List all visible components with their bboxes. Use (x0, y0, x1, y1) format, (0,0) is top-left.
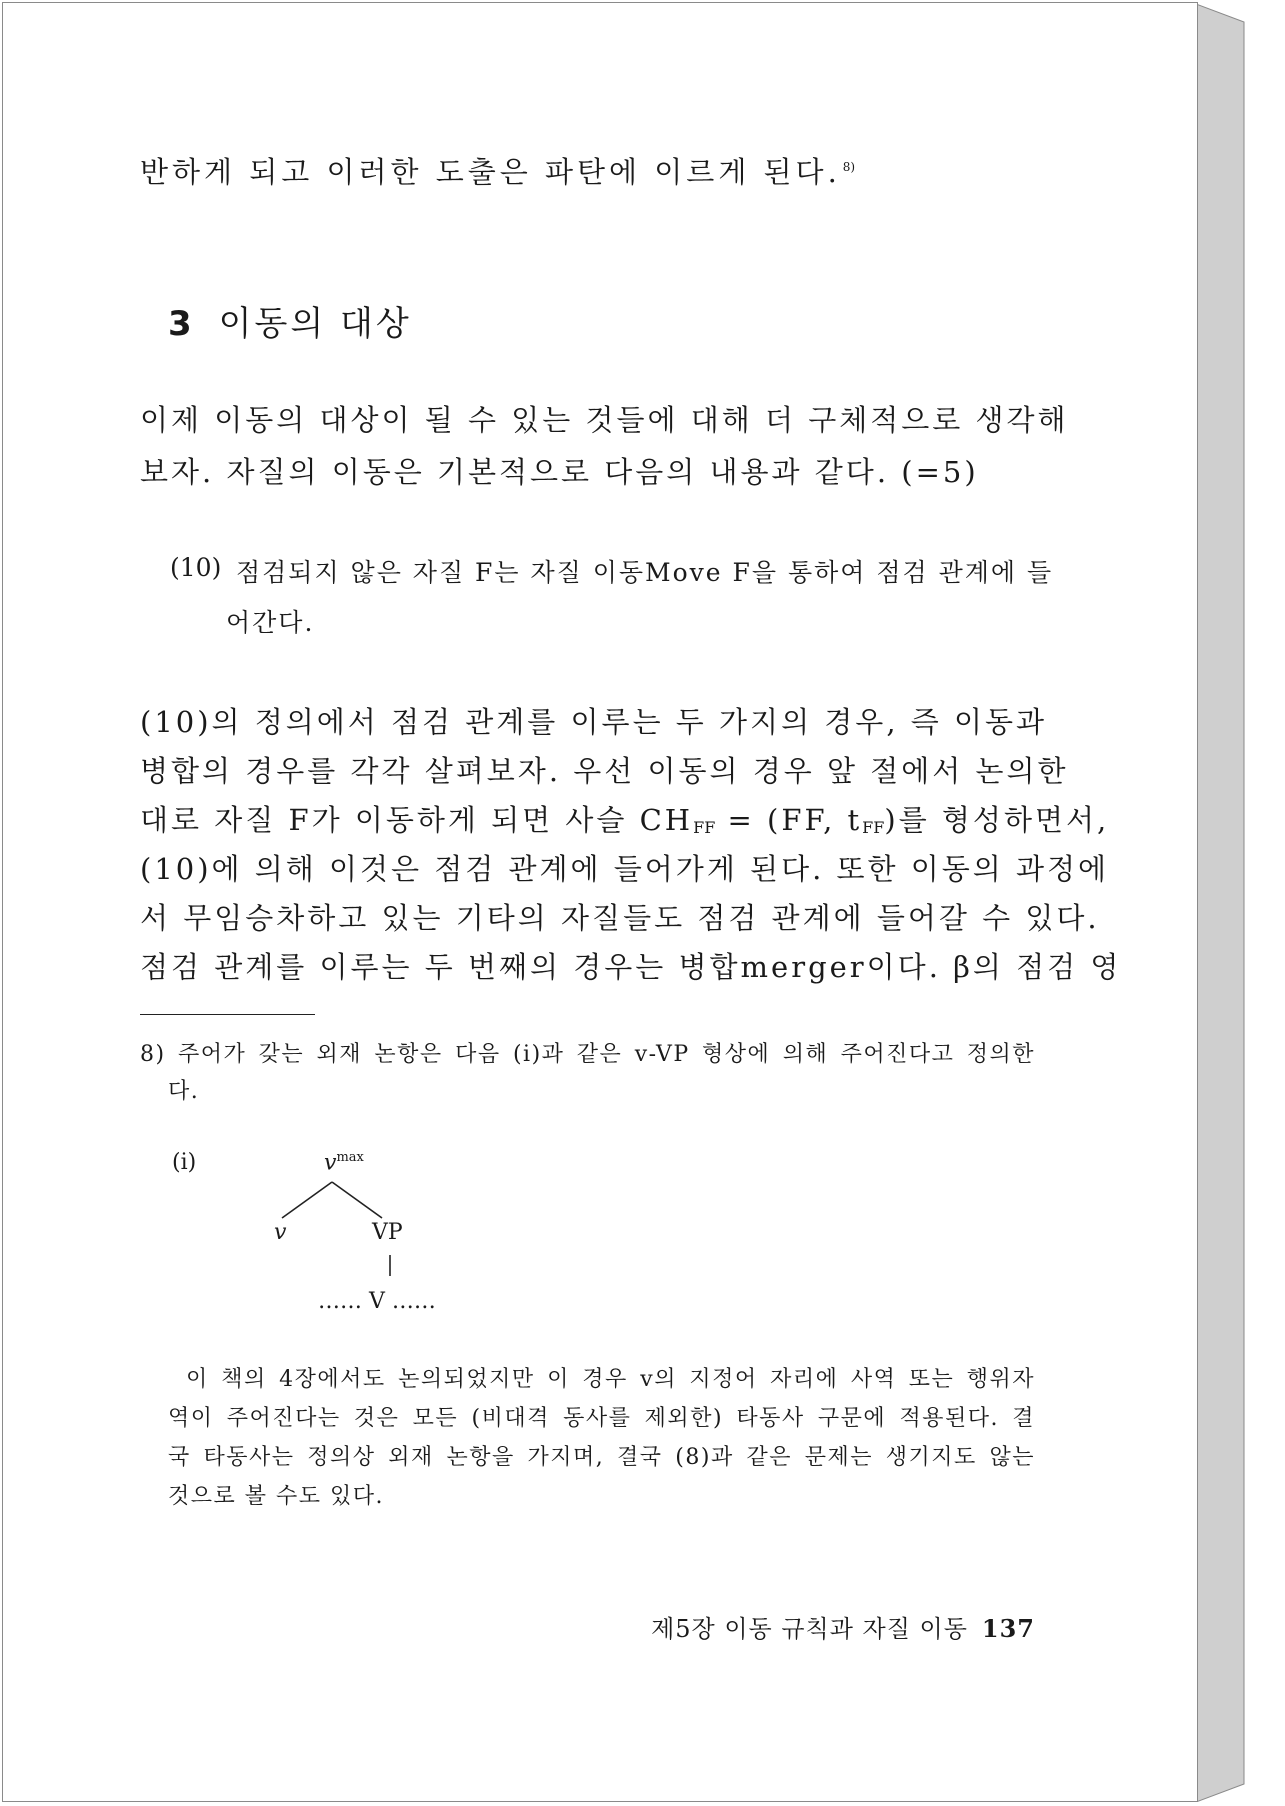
footnote-after-line-2: 역이 주어진다는 것은 모든 (비대격 동사를 제외한) 타동사 구문에 적용된다. 결 (168, 1406, 1035, 1431)
para-line-5: 서 무임승차하고 있는 기타의 자질들도 점검 관계에 들어갈 수 있다. (140, 901, 1100, 935)
para-line-3: 대로 자질 F가 이동하게 되면 사슬 CHFF = (FF, tFF)를 형성하면서, (140, 803, 1110, 837)
footnote-line-1: 8) 주어가 갖는 외재 논항은 다음 (i)과 같은 v-VP 형상에 의해 주어진다고 정의한 (140, 1042, 1035, 1067)
section-number: 3 (168, 304, 195, 344)
tree-root-node: $v^{max}$ (324, 1150, 364, 1176)
para-line-1: (10)의 정의에서 점검 관계를 이루는 두 가지의 경우, 즉 이동과 (140, 705, 1048, 739)
footnote-after-line-3: 국 타동사는 정의상 외재 논항을 가지며, 결국 (8)과 같은 문제는 생기지도 않는 (168, 1445, 1035, 1470)
footnote-number: 8) (140, 1042, 166, 1067)
intro-line-2: 보자. 자질의 이동은 기본적으로 다음의 내용과 같다. (=5) (140, 455, 979, 489)
section-title: 이동의 대상 (218, 304, 412, 344)
footnote-ref[interactable]: 8) (842, 160, 856, 175)
footnote-rule (140, 1014, 315, 1015)
page-number: 137 (981, 1614, 1035, 1643)
page-thickness-edge (1196, 4, 1264, 1802)
para-line-4: (10)에 의해 이것은 점검 관계에 들어가게 된다. 또한 이동의 과정에 (140, 852, 1110, 886)
example-line-1: 점검되지 않은 자질 F는 자질 이동Move F을 통하여 점검 관계에 들 (236, 558, 1054, 587)
para-line-2: 병합의 경우를 각각 살펴보자. 우선 이동의 경우 앞 절에서 논의한 (140, 754, 1069, 788)
example-label: (10) (170, 553, 222, 582)
section-heading (168, 296, 412, 345)
running-footer (651, 1609, 1035, 1644)
intro-line-1: 이제 이동의 대상이 될 수 있는 것들에 대해 더 구체적으로 생각해 (140, 403, 1069, 437)
para-line-6: 점검 관계를 이루는 두 번째의 경우는 병합merger이다. β의 점검 영 (140, 950, 1122, 984)
chapter-title: 제5장 이동 규칙과 자질 이동 (651, 1615, 968, 1643)
footnote-line-2: 다. (168, 1079, 200, 1104)
tree-left-node: v (274, 1220, 287, 1245)
tree-example-label: (i) (172, 1150, 197, 1175)
footnote-after-line-1: 이 책의 4장에서도 논의되었지만 이 경우 v의 지정어 자리에 사역 또는 행위자 (186, 1367, 1035, 1392)
footnote-after-line-4: 것으로 볼 수도 있다. (168, 1484, 384, 1509)
tree-right-node: VP (372, 1220, 403, 1245)
example-line-2: 어간다. (226, 608, 315, 637)
carryover-line: 반하게 되고 이러한 도출은 파탄에 이르게 된다. $^{8)}$ (140, 155, 856, 189)
tree-bottom-node: …… V …… (318, 1289, 436, 1314)
